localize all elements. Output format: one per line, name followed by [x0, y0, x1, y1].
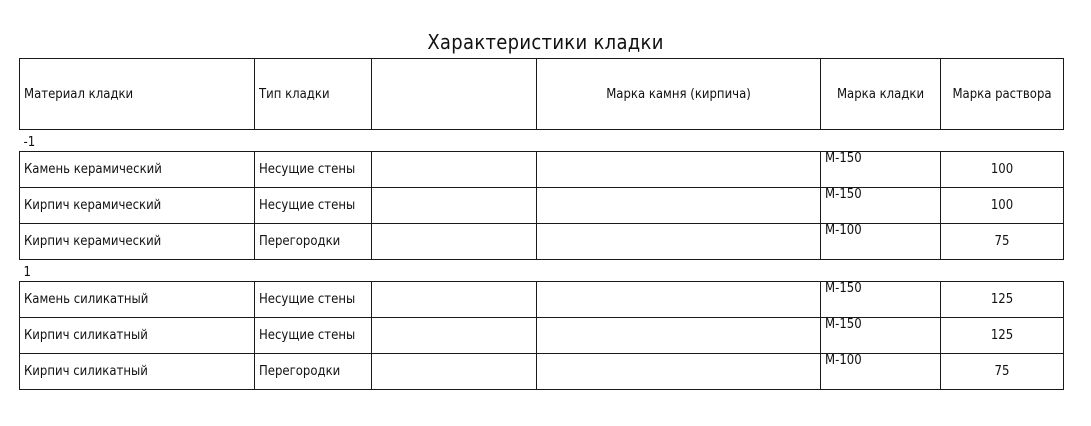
cell-blank: [372, 224, 537, 260]
cell-mortar-grade: 100: [941, 188, 1064, 224]
cell-masonry-grade: М-150: [821, 282, 941, 318]
cell-material: Кирпич силикатный: [20, 354, 255, 390]
cell-stone-grade: [537, 354, 821, 390]
cell-type: Несущие стены: [255, 282, 372, 318]
cell-stone-grade: [537, 188, 821, 224]
cell-mortar-grade: 75: [941, 354, 1064, 390]
header-material: Материал кладки: [20, 59, 255, 130]
cell-material: Кирпич керамический: [20, 188, 255, 224]
schedule-title: Характеристики кладки: [427, 30, 664, 54]
cell-type: Перегородки: [255, 224, 372, 260]
header-row: [20, 59, 1064, 130]
table-row: [20, 188, 1064, 224]
group-label: -1: [20, 130, 1064, 152]
table-row: [20, 354, 1064, 390]
table-row: [20, 282, 1064, 318]
group-label: 1: [20, 260, 1064, 282]
cell-stone-grade: [537, 282, 821, 318]
header-type: Тип кладки: [255, 59, 372, 130]
cell-blank: [372, 318, 537, 354]
masonry-schedule-table: [19, 58, 1064, 390]
cell-masonry-grade: М-100: [821, 354, 941, 390]
header-blank: [372, 59, 537, 130]
cell-mortar-grade: 75: [941, 224, 1064, 260]
cell-blank: [372, 152, 537, 188]
cell-type: Несущие стены: [255, 152, 372, 188]
cell-blank: [372, 354, 537, 390]
cell-material: Камень керамический: [20, 152, 255, 188]
cell-stone-grade: [537, 152, 821, 188]
cell-type: Несущие стены: [255, 318, 372, 354]
cell-mortar-grade: 125: [941, 282, 1064, 318]
cell-masonry-grade: М-150: [821, 318, 941, 354]
cell-mortar-grade: 100: [941, 152, 1064, 188]
cell-material: Кирпич силикатный: [20, 318, 255, 354]
table-row: [20, 318, 1064, 354]
group-row: [20, 130, 1064, 152]
cell-type: Несущие стены: [255, 188, 372, 224]
header-masonry-grade: Марка кладки: [821, 59, 941, 130]
table-row: [20, 152, 1064, 188]
cell-material: Кирпич керамический: [20, 224, 255, 260]
header-mortar-grade: Марка раствора: [941, 59, 1064, 130]
cell-masonry-grade: М-150: [821, 188, 941, 224]
header-stone-grade: Марка камня (кирпича): [537, 59, 821, 130]
cell-masonry-grade: М-100: [821, 224, 941, 260]
cell-blank: [372, 188, 537, 224]
cell-mortar-grade: 125: [941, 318, 1064, 354]
cell-masonry-grade: М-150: [821, 152, 941, 188]
cell-material: Камень силикатный: [20, 282, 255, 318]
cell-type: Перегородки: [255, 354, 372, 390]
cell-stone-grade: [537, 224, 821, 260]
group-row: [20, 260, 1064, 282]
cell-stone-grade: [537, 318, 821, 354]
table-row: [20, 224, 1064, 260]
cell-blank: [372, 282, 537, 318]
